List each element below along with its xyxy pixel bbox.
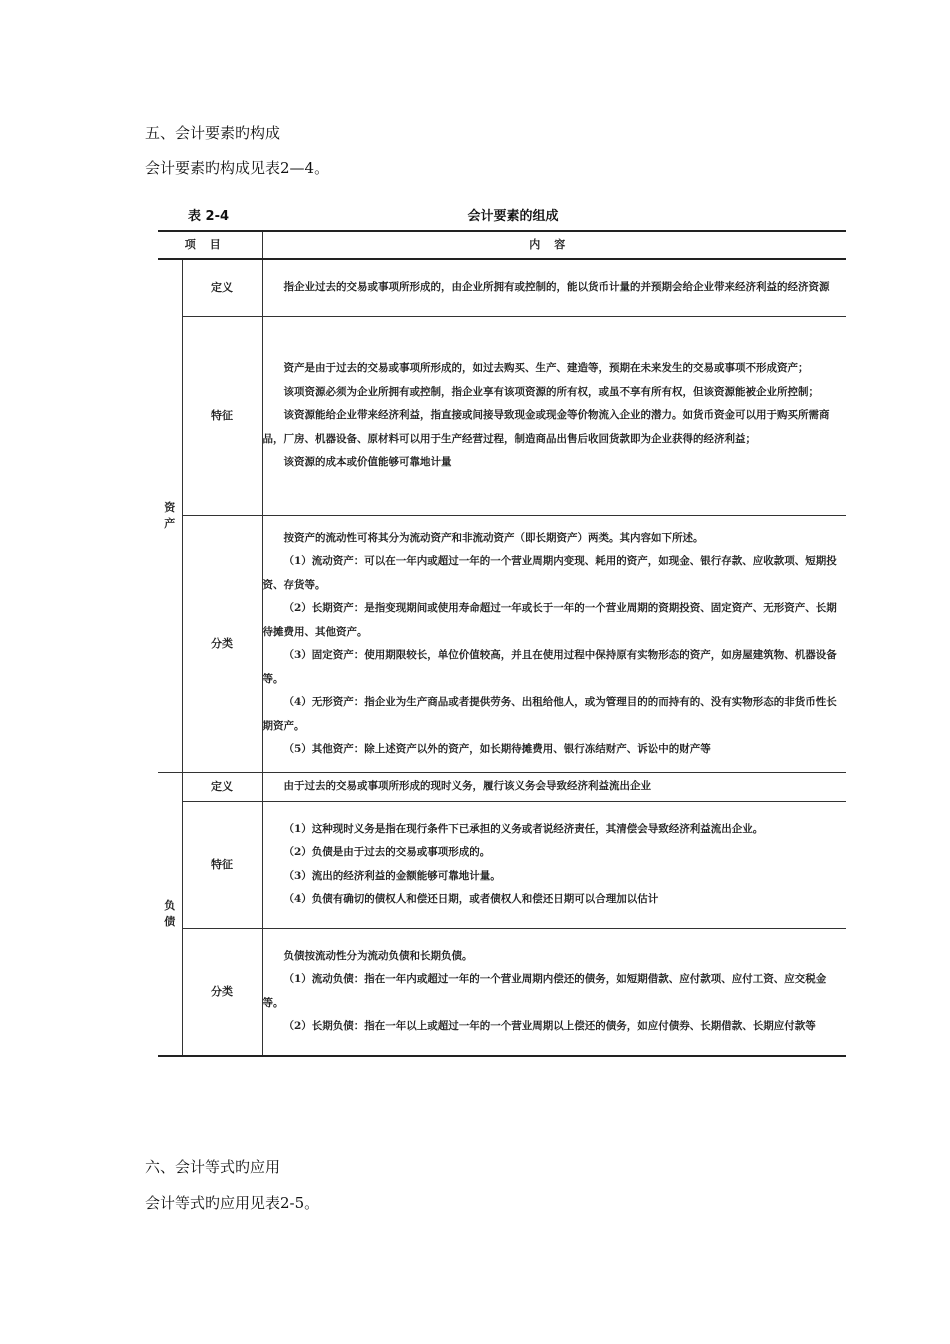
table-2-4 (158, 198, 848, 1143)
section-heading-6: 六、会计等式旳应用 (145, 1158, 281, 1176)
category-asset: 资产 (158, 259, 182, 773)
section-text-5: 会计要素旳构成见表2—4。 (145, 159, 330, 177)
section-heading-5: 五、会计要素旳构成 (145, 124, 281, 142)
table-row (158, 773, 846, 802)
liability-features: （1）这种现时义务是指在现行条件下已承担的义务或者说经济责任，其清偿会导致经济利益流出企业。 （2）负债是由于过去的交易或事项形成的。 （3）流出的经济利益的金额能够可靠地计量。 （4）负债有确切的债权人和偿还日期，或者债权人和偿还日期可以合理加以估计 (262, 801, 846, 928)
table-row (158, 801, 846, 928)
asset-class-label: 分类 (182, 516, 262, 773)
liability-definition: 由于过去的交易或事项所形成的现时义务，履行该义务会导致经济利益流出企业 (262, 773, 846, 802)
header-content: 内容 (262, 231, 846, 259)
table-row (158, 516, 846, 773)
asset-feature-label: 特征 (182, 317, 262, 516)
liability-feature-label: 特征 (182, 801, 262, 928)
liability-class-label: 分类 (182, 928, 262, 1056)
table-number: 表 2-4 (188, 209, 230, 224)
header-item: 项目 (158, 231, 262, 259)
liability-classes: 负债按流动性分为流动负债和长期负债。 （1）流动负债：指在一年内或超过一年的一个营业周期内偿还的债务，如短期借款、应付款项、应付工资、应交税金等。 （2）长期负债：指在一年以上或超过一年的一个营业周期以上偿还的债务，如应付债券、长期借款、长期应付款等 (262, 928, 846, 1056)
category-liability: 负债 (158, 773, 182, 1056)
asset-definition-label: 定义 (182, 259, 262, 317)
table-row (158, 259, 846, 317)
table-row (158, 928, 846, 1056)
table-row (158, 317, 846, 516)
table-header-row (158, 231, 846, 259)
table-caption (158, 198, 848, 228)
asset-classes: 按资产的流动性可将其分为流动资产和非流动资产（即长期资产）两类。其内容如下所述。 （1）流动资产：可以在一年内或超过一年的一个营业周期内变现、耗用的资产，如现金、银行存款、应收款项、短期投资、存货等。 （2）长期资产：是指变现期间或使用寿命超过一年或长于一年的一个营业周期的资期投资、固定资产、无形资产、长期待摊费用、其他资产。 （3）固定资产：使用期限较长，单位价值较高，并且在使用过程中保持原有实物形态的资产，如房屋建筑物、机器设备等。 （4）无形资产：指企业为生产商品或者提供劳务、出租给他人，或为管理目的的而持有的、没有实物形态的非货币性长期资产。 （5）其他资产：除上述资产以外的资产，如长期待摊费用、银行冻结财产、诉讼中的财产等 (262, 516, 846, 773)
asset-definition: 指企业过去的交易或事项所形成的，由企业所拥有或控制的，能以货币计量的并预期会给企业带来经济利益的经济资源 (262, 259, 846, 317)
liability-definition-label: 定义 (182, 773, 262, 802)
section-text-6: 会计等式旳应用见表2-5。 (145, 1194, 320, 1212)
elements-table (158, 230, 846, 1057)
table-title: 会计要素的组成 (467, 209, 559, 224)
asset-features: 资产是由于过去的交易或事项所形成的，如过去购买、生产、建造等，预期在未来发生的交易或事项不形成资产； 该项资源必须为企业所拥有或控制，指企业享有该项资源的所有权，或虽不享有所有权，但该资源能被企业所控制； 该资源能给企业带来经济利益，指直接或间接导致现金或现金等价物流入企业的潜力。如货币资金可以用于购买所需商品，厂房、机器设备、原材料可以用于生产经营过程，制造商品出售后收回货款即为企业获得的经济利益； 该资源的成本或价值能够可靠地计量 (262, 317, 846, 516)
